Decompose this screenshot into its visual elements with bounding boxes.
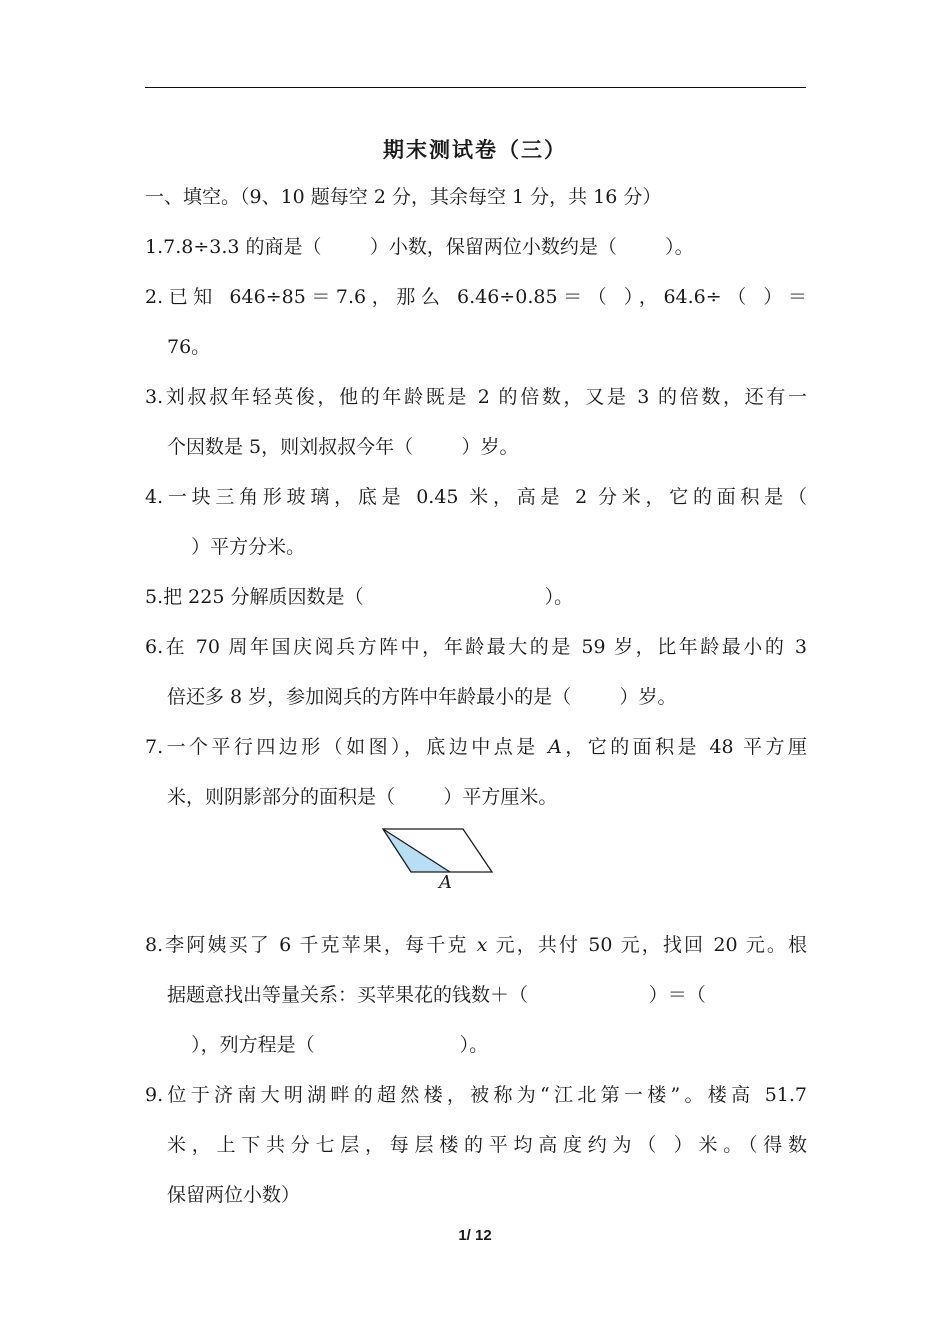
- point-a-label: A: [439, 872, 452, 893]
- question-8-var-x: x: [476, 934, 488, 956]
- question-8-text-a: 8.李阿姨买了 6 千克苹果，每千克: [145, 934, 477, 956]
- question-1-line-1: 1.7.8÷3.3 的商是（ ）小数，保留两位小数约是（ ）。: [145, 236, 694, 258]
- question-7-text-a: 7.一个平行四边形（如图），底边中点是: [145, 736, 549, 758]
- question-5-line-1: 5.把 225 分解质因数是（ ）。: [145, 586, 574, 608]
- question-9-line-3: 保留两位小数）: [167, 1184, 301, 1206]
- page-number: 1/ 12: [458, 1227, 492, 1244]
- question-7-var-a: A: [548, 736, 562, 758]
- page-title: 期末测试卷（三）: [383, 137, 567, 162]
- question-7-line-1: [145, 734, 807, 760]
- question-4-line-1: 4.一块三角形玻璃，底是 0.45 米，高是 2 分米，它的面积是（: [145, 486, 807, 508]
- question-7-text-b: ，它的面积是 48 平方厘: [561, 736, 808, 758]
- question-2-line-2: 76。: [167, 336, 211, 358]
- question-6-line-1: 6.在 70 周年国庆阅兵方阵中，年龄最大的是 59 岁，比年龄最小的 3: [145, 636, 807, 658]
- question-9-line-2: 米，上下共分七层，每层楼的平均高度约为（ ）米。（得数: [167, 1134, 807, 1156]
- header-rule: [145, 87, 806, 88]
- question-8-text-b: 元，共付 50 元，找回 20 元。根: [487, 934, 807, 956]
- section-heading: 一、填空。（9、10 题每空 2 分，其余每空 1 分，共 16 分）: [145, 186, 662, 208]
- question-4-line-2: ）平方分米。: [167, 536, 306, 558]
- question-6-line-2: 倍还多 8 岁，参加阅兵的方阵中年龄最小的是（ ）岁。: [167, 686, 677, 708]
- parallelogram-figure: [378, 824, 498, 896]
- question-8-line-1: [145, 932, 807, 958]
- question-9-line-1: 9.位于济南大明湖畔的超然楼，被称为“江北第一楼”。楼高 51.7: [145, 1084, 807, 1106]
- question-3-line-1: 3.刘叔叔年轻英俊，他的年龄既是 2 的倍数，又是 3 的倍数，还有一: [145, 386, 807, 408]
- question-8-line-2: 据题意找出等量关系：买苹果花的钱数＋（ ）＝（: [167, 984, 706, 1006]
- question-3-line-2: 个因数是 5，则刘叔叔今年（ ）岁。: [167, 436, 519, 458]
- question-7-line-2: 米，则阴影部分的面积是（ ）平方厘米。: [167, 786, 558, 808]
- question-2-line-1: 2.已知 646÷85＝7.6，那么 6.46÷0.85＝（ ），64.6÷（ ）＝: [145, 286, 807, 308]
- question-8-line-3: ），列方程是（ ）。: [167, 1034, 489, 1056]
